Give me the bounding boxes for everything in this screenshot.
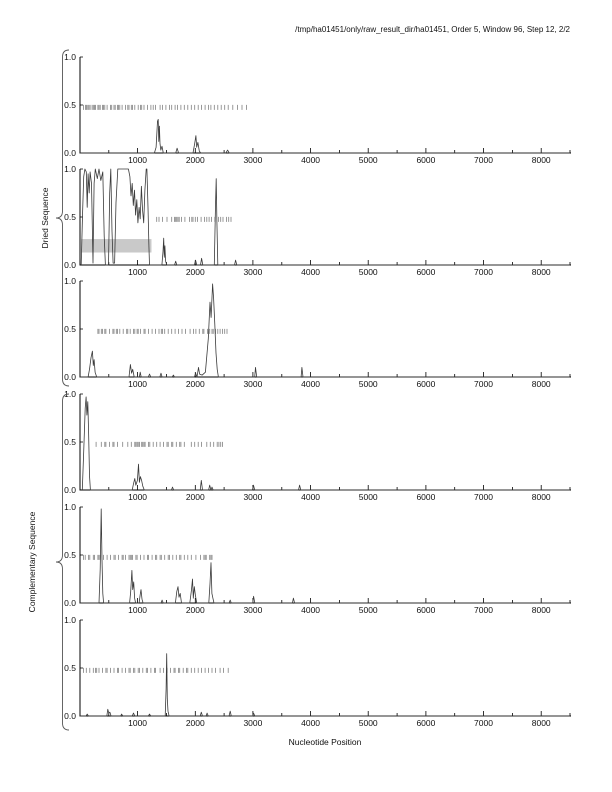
x-tick-label: 8000 bbox=[531, 605, 551, 615]
site-ticks bbox=[96, 442, 222, 447]
x-axis-ticks bbox=[109, 485, 570, 490]
x-tick-label: 4000 bbox=[301, 379, 321, 389]
axes bbox=[80, 169, 571, 265]
x-tick-label: 6000 bbox=[416, 605, 436, 615]
axes bbox=[80, 620, 571, 716]
y-tick-label: 0.0 bbox=[64, 485, 76, 495]
y-tick-label: 1.0 bbox=[64, 502, 76, 512]
x-tick-label: 6000 bbox=[416, 379, 436, 389]
x-tick-label: 2000 bbox=[185, 379, 205, 389]
axes bbox=[80, 507, 571, 603]
y-tick-label: 0.5 bbox=[64, 550, 76, 560]
x-tick-label: 5000 bbox=[358, 492, 378, 502]
x-tick-label: 1000 bbox=[128, 155, 148, 165]
x-tick-label: 7000 bbox=[474, 267, 493, 277]
x-tick-label: 1000 bbox=[128, 718, 148, 728]
site-ticks bbox=[84, 668, 229, 673]
y-tick-label: 0.0 bbox=[64, 598, 76, 608]
x-tick-label: 6000 bbox=[416, 155, 436, 165]
x-tick-label: 7000 bbox=[474, 379, 493, 389]
x-tick-label: 6000 bbox=[416, 718, 436, 728]
x-tick-label: 1000 bbox=[128, 267, 148, 277]
x-tick-label: 5000 bbox=[358, 718, 378, 728]
axes bbox=[80, 57, 571, 153]
x-tick-label: 3000 bbox=[243, 718, 263, 728]
group-label-dried-sequence: Dried Sequence bbox=[40, 187, 50, 249]
x-axis-ticks bbox=[109, 711, 570, 716]
x-axis-title: Nucleotide Position bbox=[288, 737, 362, 747]
panel-complementary-1 bbox=[64, 389, 571, 502]
signal-line bbox=[80, 119, 570, 153]
x-tick-label: 3000 bbox=[243, 267, 263, 277]
x-tick-label: 5000 bbox=[358, 155, 378, 165]
panel-direct-1 bbox=[64, 52, 571, 165]
signal-line bbox=[80, 654, 570, 716]
x-tick-label: 8000 bbox=[531, 267, 551, 277]
y-tick-label: 1.0 bbox=[64, 276, 76, 286]
y-tick-label: 0.0 bbox=[64, 711, 76, 721]
y-tick-label: 1.0 bbox=[64, 389, 76, 399]
window-highlight bbox=[81, 239, 151, 252]
x-tick-label: 4000 bbox=[301, 605, 321, 615]
x-tick-label: 7000 bbox=[474, 492, 493, 502]
x-tick-label: 5000 bbox=[358, 379, 378, 389]
axes bbox=[80, 394, 571, 490]
x-tick-label: 7000 bbox=[474, 718, 493, 728]
x-axis-ticks bbox=[109, 260, 570, 265]
signal-line bbox=[80, 284, 570, 377]
x-tick-label: 2000 bbox=[185, 267, 205, 277]
x-tick-label: 1000 bbox=[128, 492, 148, 502]
x-tick-label: 2000 bbox=[185, 492, 205, 502]
y-tick-label: 1.0 bbox=[64, 52, 76, 62]
axes bbox=[80, 281, 571, 377]
x-tick-label: 2000 bbox=[185, 155, 205, 165]
x-tick-label: 5000 bbox=[358, 267, 378, 277]
x-tick-label: 2000 bbox=[185, 605, 205, 615]
x-tick-label: 4000 bbox=[301, 155, 321, 165]
y-tick-label: 0.0 bbox=[64, 260, 76, 270]
x-tick-label: 2000 bbox=[185, 718, 205, 728]
group-label-complementary-sequence: Complementary Sequence bbox=[27, 511, 37, 613]
panel-complementary-2 bbox=[64, 502, 571, 615]
panel-direct-2 bbox=[64, 164, 571, 277]
x-tick-label: 1000 bbox=[128, 379, 148, 389]
x-tick-label: 6000 bbox=[416, 267, 436, 277]
x-tick-label: 8000 bbox=[531, 155, 551, 165]
site-ticks bbox=[98, 329, 227, 334]
x-tick-label: 8000 bbox=[531, 379, 551, 389]
x-tick-label: 7000 bbox=[474, 605, 493, 615]
panel-complementary-3 bbox=[64, 615, 571, 728]
signal-line bbox=[81, 169, 570, 265]
x-tick-label: 1000 bbox=[128, 605, 148, 615]
y-tick-label: 0.0 bbox=[64, 148, 76, 158]
x-tick-label: 3000 bbox=[243, 605, 263, 615]
y-tick-label: 0.5 bbox=[64, 212, 76, 222]
y-tick-label: 0.5 bbox=[64, 663, 76, 673]
x-axis-ticks bbox=[109, 598, 570, 603]
y-tick-label: 1.0 bbox=[64, 164, 76, 174]
y-tick-label: 0.0 bbox=[64, 372, 76, 382]
x-tick-label: 4000 bbox=[301, 267, 321, 277]
signal-line bbox=[82, 397, 570, 490]
site-ticks bbox=[84, 555, 213, 560]
y-tick-label: 0.5 bbox=[64, 437, 76, 447]
x-tick-label: 3000 bbox=[243, 155, 263, 165]
x-tick-label: 6000 bbox=[416, 492, 436, 502]
signal-line bbox=[80, 509, 570, 603]
x-tick-label: 4000 bbox=[301, 718, 321, 728]
x-tick-label: 5000 bbox=[358, 605, 378, 615]
x-tick-label: 4000 bbox=[301, 492, 321, 502]
x-tick-label: 3000 bbox=[243, 492, 263, 502]
panel-direct-3 bbox=[64, 276, 571, 389]
site-ticks bbox=[157, 217, 231, 222]
y-tick-label: 0.5 bbox=[64, 100, 76, 110]
y-tick-label: 1.0 bbox=[64, 615, 76, 625]
x-tick-label: 7000 bbox=[474, 155, 493, 165]
x-axis-ticks bbox=[109, 372, 570, 377]
plot-title: /tmp/ha01451/only/raw_result_dir/ha01451, Order 5, Window 96, Step 12, 2/2 bbox=[295, 25, 570, 34]
y-tick-label: 0.5 bbox=[64, 324, 76, 334]
x-tick-label: 8000 bbox=[531, 718, 551, 728]
site-ticks bbox=[84, 105, 247, 110]
x-tick-label: 8000 bbox=[531, 492, 551, 502]
x-tick-label: 3000 bbox=[243, 379, 263, 389]
